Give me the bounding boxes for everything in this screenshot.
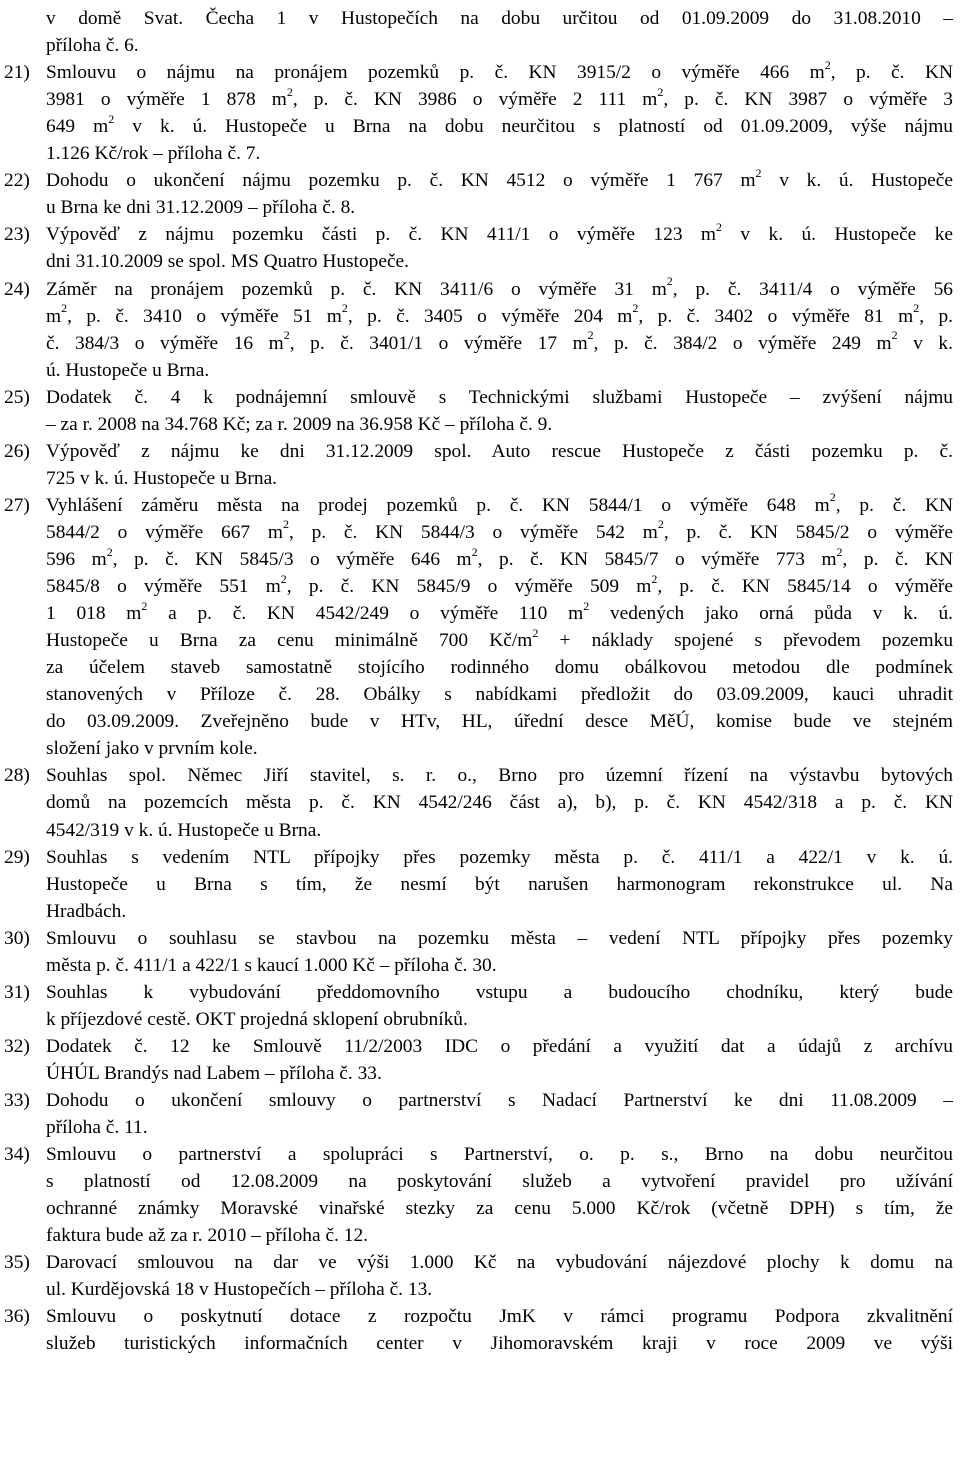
item-line: ul. Kurdějovská 18 v Hustopečích – příloha č. 13. bbox=[46, 1279, 433, 1301]
item-number: 36) bbox=[4, 1306, 30, 1328]
item-line: ú. Hustopeče u Brna. bbox=[46, 359, 210, 381]
item-line: dni 31.10.2009 se spol. MS Quatro Hustopeče. bbox=[46, 251, 410, 273]
item-line: Smlouvu o souhlasu se stavbou na pozemku města – vedení NTL přípojky přes pozemky bbox=[46, 927, 953, 949]
item-number: 27) bbox=[4, 494, 30, 516]
item-number: 21) bbox=[4, 62, 30, 84]
item-number: 34) bbox=[4, 1144, 30, 1166]
item-line: – za r. 2008 na 34.768 Kč; za r. 2009 na 36.958 Kč – příloha č. 9. bbox=[46, 413, 553, 435]
item-number: 33) bbox=[4, 1090, 30, 1111]
item-line: Vyhlášení záměru města na prodej pozemků p. č. KN 5844/1 o výměře 648 $m^2$, p. č. KN bbox=[46, 490, 953, 516]
item-number: 32) bbox=[4, 1035, 30, 1057]
item-line: k příjezdové cestě. OKT projedná sklopení obrubníků. bbox=[46, 1008, 468, 1030]
item-line: stanovených v Příloze č. 28. Obálky s nabídkami předložit do 03.09.2009, kauci uhradit bbox=[46, 684, 953, 706]
item-line: Smlouvu o nájmu na pronájem pozemků p. č. KN 3915/2 o výměře 466 $m^2$, p. č. KN bbox=[46, 57, 953, 84]
item-line: Hustopeče u Brna s tím, že nesmí být narušen harmonogram rekonstrukce ul. Na bbox=[46, 873, 953, 895]
item-number: 29) bbox=[4, 846, 30, 868]
item-line: Dohodu o ukončení nájmu pozemku p. č. KN 4512 o výměře 1 767 $m^2$ v k. ú. Hustopeče bbox=[46, 165, 953, 192]
item-line: 596 $m^2$, p. č. KN 5845/3 o výměře 646 $m^2$, p. č. KN 5845/7 o výměře 773 $m^2$, p. č. KN bbox=[46, 544, 953, 570]
item-line: příloha č. 11. bbox=[46, 1117, 148, 1139]
item-number: 35) bbox=[4, 1252, 30, 1274]
item-line: Souhlas spol. Němec Jiří stavitel, s. r. o., Brno pro územní řízení na výstavbu bytových bbox=[46, 765, 953, 787]
item-line: v domě Svat. Čecha 1 v Hustopečích na dobu určitou od 01.09.2009 do 31.08.2010 – bbox=[46, 8, 953, 29]
item-line: složení jako v prvním kole. bbox=[46, 738, 258, 760]
item-line: Darovací smlouvou na dar ve výši 1.000 Kč na vybudování nájezdové plochy k domu na bbox=[46, 1252, 953, 1274]
item-line: $m^2$, p. č. 3410 o výměře 51 $m^2$, p. č. 3405 o výměře 204 $m^2$, p. č. 3402 o výměře 81 $m^2$, p. bbox=[46, 301, 953, 327]
item-line: 5844/2 o výměře 667 $m^2$, p. č. KN 5844/3 o výměře 542 $m^2$, p. č. KN 5845/2 o výměře bbox=[46, 517, 953, 543]
item-line: ochranné známky Moravské vinařské stezky za cenu 5.000 Kč/rok (včetně DPH) s tím, že bbox=[46, 1198, 953, 1220]
item-line: ÚHÚL Brandýs nad Labem – příloha č. 33. bbox=[46, 1062, 382, 1084]
item-number: 28) bbox=[4, 765, 30, 787]
item-line: služeb turistických informačních center v Jihomoravském kraji v roce 2009 ve výši bbox=[46, 1333, 953, 1355]
item-line: Hustopeče u Brna za cenu minimálně 700 $Kč/m^2$ + náklady spojené s převodem pozemku bbox=[46, 625, 954, 652]
item-line: 1 018 $m^2$ a p. č. KN 4542/249 o výměře 110 $m^2$ vedených jako orná půda v k. ú. bbox=[46, 598, 954, 625]
item-line: Výpověď z nájmu ke dni 31.12.2009 spol. Auto rescue Hustopeče z části pozemku p. č. bbox=[46, 440, 953, 462]
item-line: 5845/8 o výměře 551 $m^2$, p. č. KN 5845/9 o výměře 509 $m^2$, p. č. KN 5845/14 o výměře bbox=[46, 571, 953, 598]
item-line: Smlouvu o poskytnutí dotace z rozpočtu JmK v rámci programu Podpora zkvalitnění bbox=[46, 1306, 953, 1328]
item-line: faktura bude až za r. 2010 – příloha č. 12. bbox=[46, 1225, 368, 1247]
item-line: 3981 o výměře 1 878 $m^2$, p. č. KN 3986 o výměře 2 111 $m^2$, p. č. KN 3987 o výměře 3 bbox=[46, 84, 953, 111]
item-line: za účelem staveb samostatně stojícího rodinného domu obálkovou metodou dle podmínek bbox=[46, 657, 953, 679]
item-line: 725 v k. ú. Hustopeče u Brna. bbox=[46, 467, 278, 489]
item-line: Hradbách. bbox=[46, 900, 127, 922]
item-number: 31) bbox=[4, 981, 30, 1003]
item-line: u Brna ke dni 31.12.2009 – příloha č. 8. bbox=[46, 197, 356, 219]
item-line: 4542/319 v k. ú. Hustopeče u Brna. bbox=[46, 819, 322, 841]
item-number: 30) bbox=[4, 927, 30, 949]
item-number: 26) bbox=[4, 440, 30, 462]
item-number: 22) bbox=[4, 170, 30, 192]
item-line: příloha č. 6. bbox=[46, 35, 139, 57]
item-line: do 03.09.2009. Zveřejněno bude v HTv, HL, úřední desce MěÚ, komise bude ve stejném bbox=[46, 711, 953, 733]
item-line: 649 $m^2$ v k. ú. Hustopeče u Brna na dobu neurčitou s platností od 01.09.2009, výše nájmu bbox=[46, 111, 953, 138]
item-line: 1.126 Kč/rok – příloha č. 7. bbox=[46, 143, 261, 165]
item-line: města p. č. 411/1 a 422/1 s kaucí 1.000 Kč – příloha č. 30. bbox=[46, 954, 497, 976]
item-line: Záměr na pronájem pozemků p. č. KN 3411/6 o výměře 31 $m^2$, p. č. 3411/4 o výměře 56 bbox=[46, 274, 953, 300]
item-line: Souhlas k vybudování předdomovního vstupu a budoucího chodníku, který bude bbox=[46, 981, 953, 1003]
item-line: Výpověď z nájmu pozemku části p. č. KN 411/1 o výměře 123 $m^2$ v k. ú. Hustopeče ke bbox=[46, 219, 953, 246]
item-line: s platností od 12.08.2009 na poskytování služeb a vytvoření pravidel pro užívání bbox=[46, 1171, 953, 1193]
item-line: domů na pozemcích města p. č. KN 4542/246 část a), b), p. č. KN 4542/318 a p. č. KN bbox=[46, 792, 953, 814]
item-line: Dodatek č. 12 ke Smlouvě 11/2/2003 IDC o předání a využití dat a údajů z archívu bbox=[46, 1035, 953, 1057]
item-number: 23) bbox=[4, 224, 30, 246]
item-line: Souhlas s vedením NTL přípojky přes pozemky města p. č. 411/1 a 422/1 v k. ú. bbox=[46, 846, 953, 868]
item-number: 24) bbox=[4, 278, 30, 300]
item-line: Smlouvu o partnerství a spolupráci s Partnerství, o. p. s., Brno na dobu neurčitou bbox=[46, 1144, 953, 1166]
item-number: 25) bbox=[4, 386, 30, 408]
item-line: Dodatek č. 4 k podnájemní smlouvě s Technickými službami Hustopeče – zvýšení nájmu bbox=[46, 386, 953, 408]
item-line: Dohodu o ukončení smlouvy o partnerství s Nadací Partnerství ke dni 11.08.2009 – bbox=[46, 1090, 953, 1111]
item-line: č. 384/3 o výměře 16 $m^2$, p. č. 3401/1 o výměře 17 $m^2$, p. č. 384/2 o výměře 249 $m^2$ v k. bbox=[46, 328, 953, 354]
